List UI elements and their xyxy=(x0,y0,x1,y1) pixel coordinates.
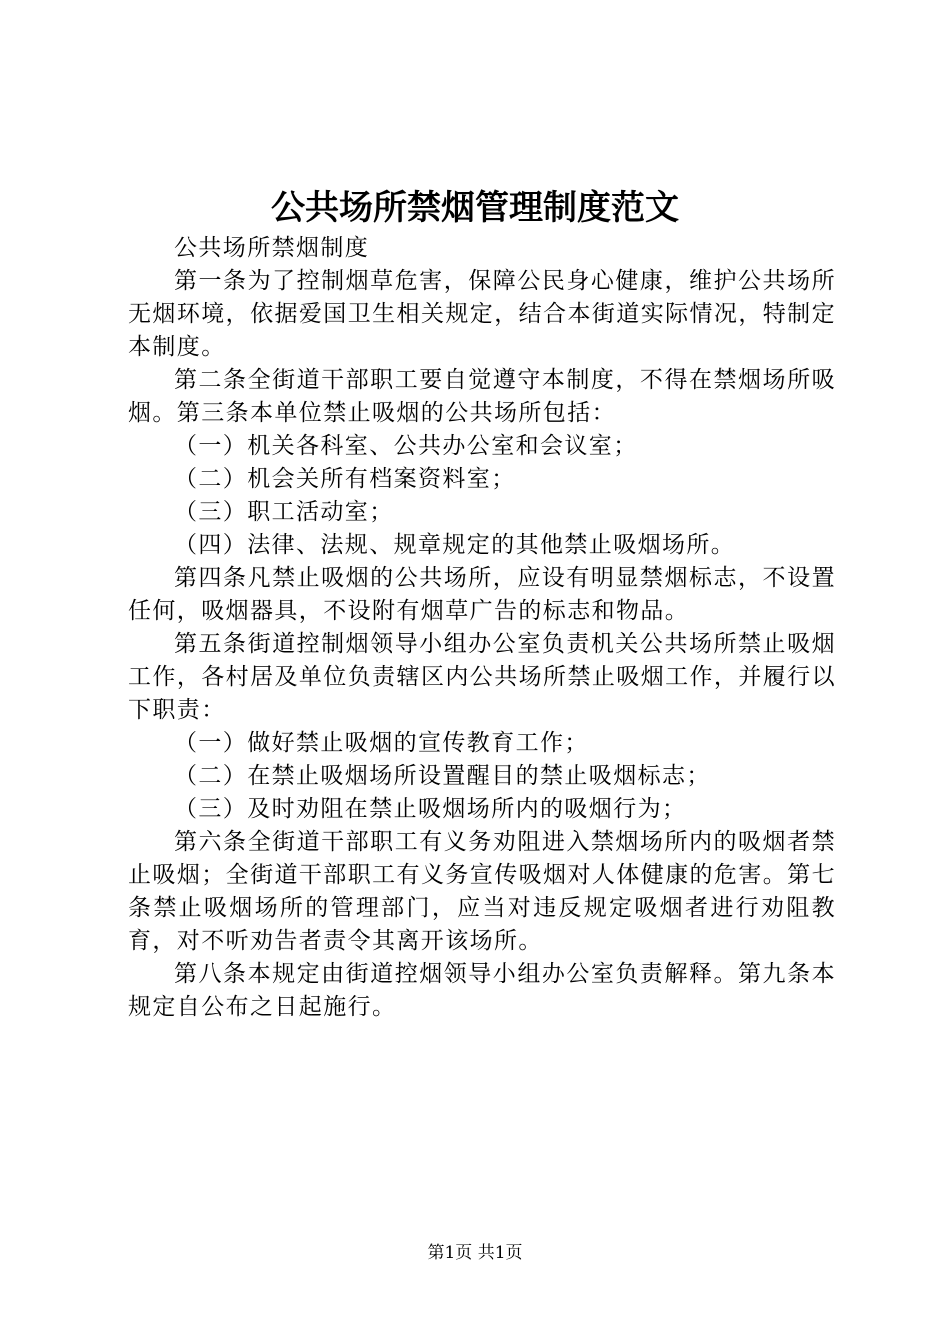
paragraph-article-6-7: 第六条全街道干部职工有义务劝阻进入禁烟场所内的吸烟者禁止吸烟；全街道干部职工有义务宣传吸烟对人体健康的危害。第七条禁止吸烟场所的管理部门，应当对违反规定吸烟者进行劝阻教育，对不听劝告者责令其离开该场所。 xyxy=(128,829,836,954)
list-item: （三）及时劝阻在禁止吸烟场所内的吸烟行为； xyxy=(174,796,687,822)
paragraph-article-4: 第四条凡禁止吸烟的公共场所，应设有明显禁烟标志，不设置任何，吸烟器具，不设附有烟草广告的标志和物品。 xyxy=(128,565,836,624)
list-item: （一）机关各科室、公共办公室和会议室； xyxy=(174,433,638,459)
page-footer: 第1页 共1页 xyxy=(427,1243,523,1263)
list-item: （三）职工活动室； xyxy=(174,499,394,525)
list-item: （四）法律、法规、规章规定的其他禁止吸烟场所。 xyxy=(174,532,736,558)
paragraph-article-1: 第一条为了控制烟草危害，保障公民身心健康，维护公共场所无烟环境，依据爱国卫生相关规定，结合本街道实际情况，特制定本制度。 xyxy=(128,268,836,360)
paragraph-heading: 公共场所禁烟制度 xyxy=(174,235,370,261)
document-body xyxy=(128,232,836,1024)
paragraph-article-5: 第五条街道控制烟领导小组办公室负责机关公共场所禁止吸烟工作，各村居及单位负责辖区内公共场所禁止吸烟工作，并履行以下职责： xyxy=(128,631,836,723)
paragraph-article-2-3: 第二条全街道干部职工要自觉遵守本制度，不得在禁烟场所吸烟。第三条本单位禁止吸烟的公共场所包括： xyxy=(128,367,836,426)
document-title: 公共场所禁烟管理制度范文 xyxy=(271,188,679,228)
list-item: （一）做好禁止吸烟的宣传教育工作； xyxy=(174,730,589,756)
paragraph-article-8-9: 第八条本规定由街道控烟领导小组办公室负责解释。第九条本规定自公布之日起施行。 xyxy=(128,961,836,1020)
list-item: （二）在禁止吸烟场所设置醒目的禁止吸烟标志； xyxy=(174,763,711,789)
list-item: （二）机会关所有档案资料室； xyxy=(174,466,516,492)
